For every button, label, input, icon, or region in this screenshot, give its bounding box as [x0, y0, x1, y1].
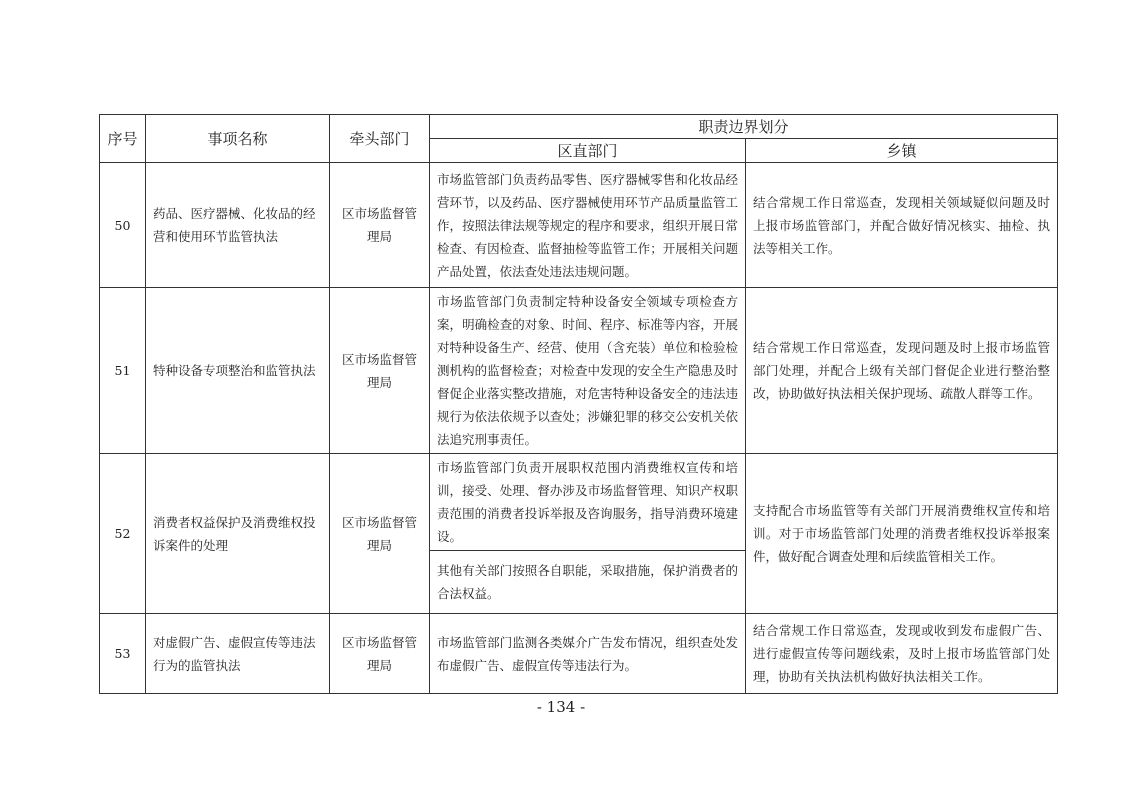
row-district: 市场监管部门负责药品零售、医疗器械零售和化妆品经营环节，以及药品、医疗器械使用环节产品质量监管工作，按照法律法规等规定的程序和要求，组织开展日常检查、有因检查、监督抽检等监管工作；开展相关问题产品处置，依法查处违法违规问题。 — [430, 163, 746, 288]
row-lead: 区市场监督管理局 — [330, 163, 430, 288]
responsibility-table — [99, 114, 1058, 694]
row-lead: 区市场监督管理局 — [330, 288, 430, 454]
header-boundary: 职责边界划分 — [430, 115, 1058, 139]
row-seq: 53 — [100, 614, 146, 694]
header-township: 乡镇 — [746, 139, 1058, 163]
row-item: 特种设备专项整治和监管执法 — [146, 288, 330, 454]
row-district-other: 其他有关部门按照各自职能，采取措施，保护消费者的合法权益。 — [430, 551, 746, 614]
table-row — [100, 454, 1058, 551]
row-township: 结合常规工作日常巡查，发现或收到发布虚假广告、进行虚假宣传等问题线索，及时上报市场监管部门处理，协助有关执法机构做好执法相关工作。 — [746, 614, 1058, 694]
row-seq: 52 — [100, 454, 146, 614]
header-lead-dept: 牵头部门 — [330, 115, 430, 163]
table-row — [100, 288, 1058, 454]
row-lead: 区市场监督管理局 — [330, 614, 430, 694]
row-district: 市场监管部门监测各类媒介广告发布情况，组织查处发布虚假广告、虚假宣传等违法行为。 — [430, 614, 746, 694]
row-item: 消费者权益保护及消费维权投诉案件的处理 — [146, 454, 330, 614]
row-district: 市场监管部门负责开展职权范围内消费维权宣传和培训，接受、处理、督办涉及市场监督管理、知识产权职责范围的消费者投诉举报及咨询服务，指导消费环境建设。 — [430, 454, 746, 551]
header-seq: 序号 — [100, 115, 146, 163]
row-item: 药品、医疗器械、化妆品的经营和使用环节监管执法 — [146, 163, 330, 288]
row-item: 对虚假广告、虚假宣传等违法行为的监管执法 — [146, 614, 330, 694]
page-number: - 134 - — [536, 698, 586, 716]
header-item-name: 事项名称 — [146, 115, 330, 163]
table-row — [100, 614, 1058, 694]
row-lead: 区市场监督管理局 — [330, 454, 430, 614]
row-seq: 50 — [100, 163, 146, 288]
row-township: 结合常规工作日常巡查，发现问题及时上报市场监管部门处理，并配合上级有关部门督促企业进行整治整改，协助做好执法相关保护现场、疏散人群等工作。 — [746, 288, 1058, 454]
row-township: 结合常规工作日常巡查，发现相关领域疑似问题及时上报市场监管部门，并配合做好情况核实、抽检、执法等相关工作。 — [746, 163, 1058, 288]
row-township: 支持配合市场监管等有关部门开展消费维权宣传和培训。对于市场监管部门处理的消费者维权投诉举报案件，做好配合调查处理和后续监管相关工作。 — [746, 454, 1058, 614]
table-row — [100, 163, 1058, 288]
row-seq: 51 — [100, 288, 146, 454]
row-district: 市场监管部门负责制定特种设备安全领域专项检查方案，明确检查的对象、时间、程序、标准等内容，开展对特种设备生产、经营、使用（含充装）单位和检验检测机构的监督检查；对检查中发现的安全生产隐患及时督促企业落实整改措施，对危害特种设备安全的违法违规行为依法依规予以查处；涉嫌犯罪的移交公安机关依法追究刑事责任。 — [430, 288, 746, 454]
header-district: 区直部门 — [430, 139, 746, 163]
